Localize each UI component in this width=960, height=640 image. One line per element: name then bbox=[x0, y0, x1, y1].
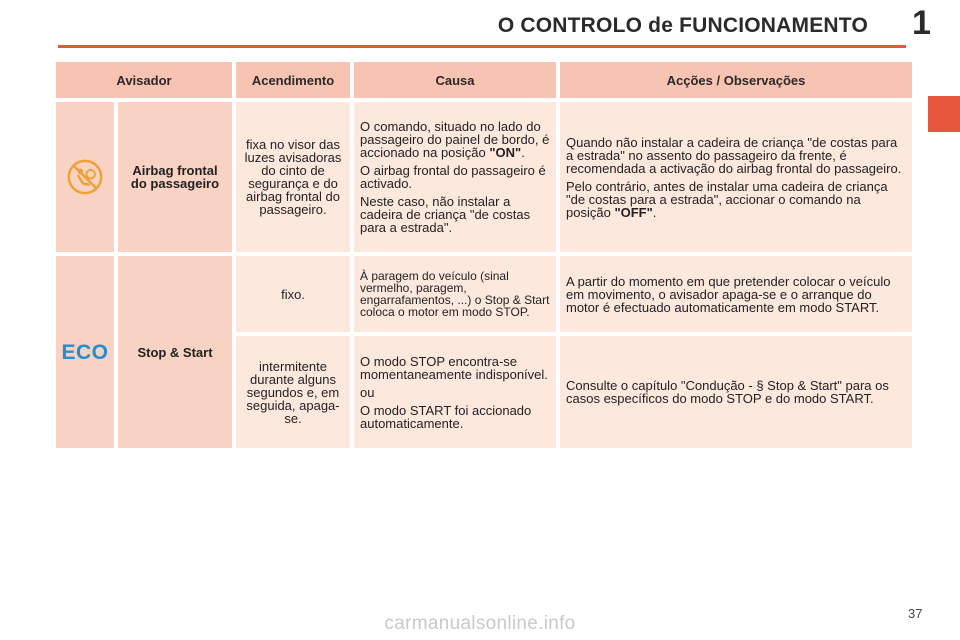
airbag-lighting: fixa no visor das luzes avisadoras do cinto de segurança e do airbag frontal do passageiro. bbox=[236, 102, 350, 252]
airbag-name: Airbag frontal do passageiro bbox=[118, 102, 232, 252]
page-number: 37 bbox=[908, 606, 923, 621]
column-header-lighting: Acendimento bbox=[236, 62, 350, 98]
stopstart-lighting-fixed: fixo. bbox=[236, 256, 350, 332]
watermark: carmanualsonline.info bbox=[384, 613, 576, 634]
stopstart-name: Stop & Start bbox=[118, 256, 232, 448]
chapter-tab[interactable] bbox=[928, 96, 960, 132]
airbag-action-1: Quando não instalar a cadeira de criança "de costas para a estrada" no assento do passageiro da frente, é recomendada a activação do airbag frontal do passageiro. bbox=[566, 134, 902, 176]
stopstart-lighting-flashing: intermitente durante alguns segundos e, em seguida, apaga-se. bbox=[236, 336, 350, 448]
stopstart-cause-2c: O modo START foi accionado automaticamente. bbox=[360, 402, 532, 431]
stopstart-action-consult bbox=[560, 336, 912, 448]
airbag-icon-cell bbox=[56, 102, 114, 252]
airbag-cause-3: Neste caso, não instalar a cadeira de criança "de costas para a estrada". bbox=[360, 194, 531, 235]
airbag-cause bbox=[354, 102, 556, 252]
stopstart-cause-2a: O modo STOP encontra-se momentaneamente indisponível. bbox=[360, 353, 548, 382]
airbag-off-icon bbox=[66, 158, 104, 196]
airbag-cause-1: O comando, situado no lado do passageiro do painel de bordo, é accionado na posição "ON". bbox=[360, 119, 550, 160]
column-header-actions: Acções / Observações bbox=[560, 62, 912, 98]
airbag-action-2: Pelo contrário, antes de instalar uma cadeira de criança "de costas para a estrada", accionar o comando na posição "OFF". bbox=[566, 178, 888, 220]
airbag-cause-2: O airbag frontal do passageiro é activado. bbox=[360, 163, 546, 191]
stopstart-cause-2b: ou bbox=[360, 384, 375, 400]
warning-lights-table bbox=[56, 62, 904, 440]
eco-icon-cell bbox=[56, 256, 114, 448]
chapter-number: 1 bbox=[912, 4, 931, 42]
stopstart-action-consult-text: Consulte o capítulo "Condução - § Stop & Start" para os casos específicos do modo STOP e do modo START. bbox=[566, 378, 889, 406]
airbag-actions bbox=[560, 102, 912, 252]
stopstart-cause-unavailable bbox=[354, 336, 556, 448]
stopstart-cause-stop bbox=[354, 256, 556, 332]
stopstart-action-start bbox=[560, 256, 912, 332]
column-header-cause: Causa bbox=[354, 62, 556, 98]
header-rule bbox=[58, 45, 906, 48]
eco-icon: ECO bbox=[61, 340, 109, 364]
stopstart-cause-stop-text: À paragem do veículo (sinal vermelho, paragem, engarrafamentos, ...) o Stop & Start coloca o motor em modo STOP. bbox=[360, 269, 550, 319]
column-header-warning: Avisador bbox=[56, 62, 232, 98]
page-title: O CONTROLO de FUNCIONAMENTO bbox=[497, 14, 868, 37]
stopstart-action-start-text: A partir do momento em que pretender colocar o veículo em movimento, o avisador apaga-se e o arranque do motor é efectuado automaticamente em modo START. bbox=[566, 273, 891, 315]
